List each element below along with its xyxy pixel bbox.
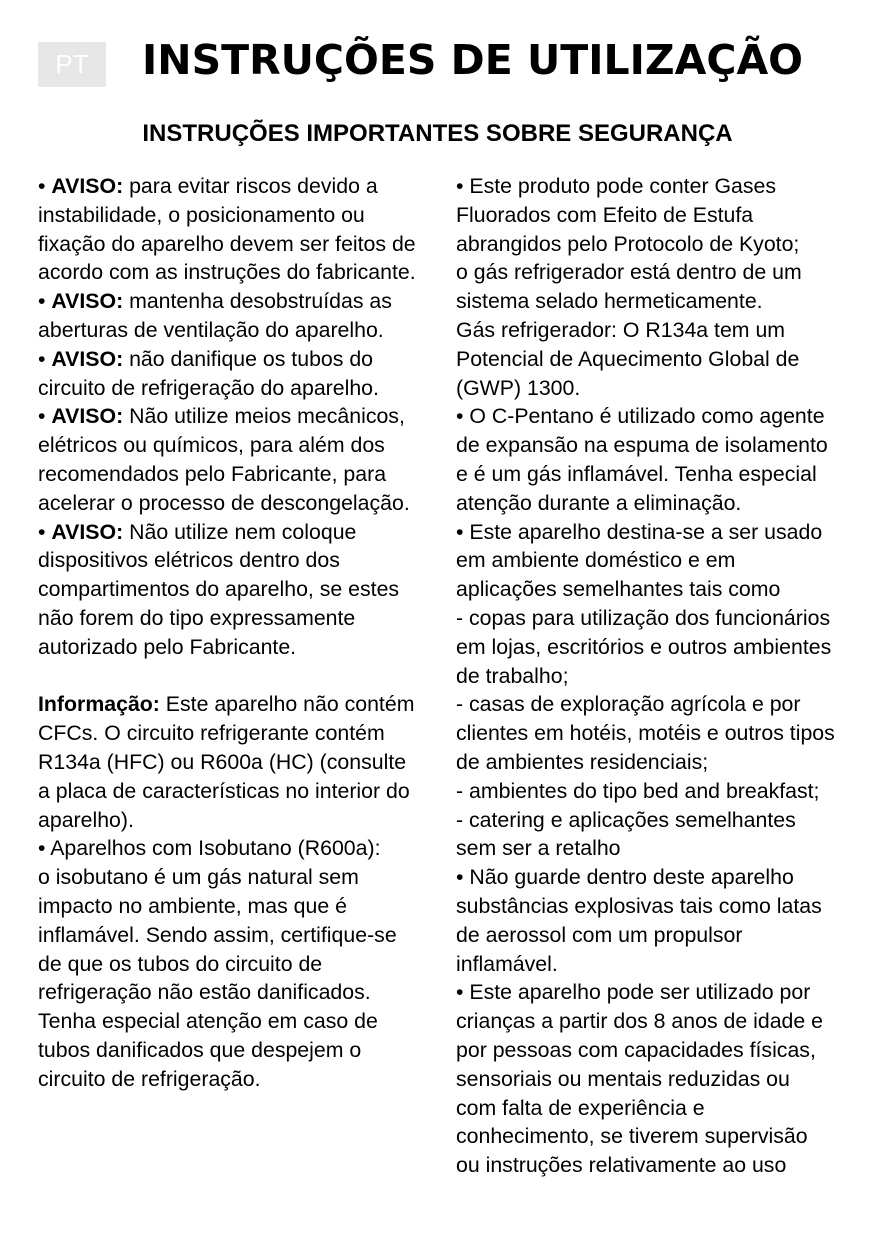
language-badge: PT (38, 42, 106, 87)
text-line: • Este aparelho pode ser utilizado por (456, 980, 811, 1005)
text-line: de aerossol com um propulsor (456, 922, 743, 947)
warning-label: AVISO: (51, 174, 124, 198)
text-line: em lojas, escritórios e outros ambientes (456, 634, 832, 659)
text-line: de trabalho; (456, 663, 569, 688)
text-line: - ambientes do tipo bed and breakfast; (456, 778, 820, 803)
warning-line: acordo com as instruções do fabricante. (38, 260, 416, 285)
warning-line: fixação do aparelho devem ser feitos de (38, 231, 416, 256)
warning-line: circuito de refrigeração do aparelho. (38, 375, 379, 400)
warning-line: aberturas de ventilação do aparelho. (38, 317, 384, 342)
text-line: (GWP) 1300. (456, 375, 581, 400)
text-line: substâncias explosivas tais como latas (456, 893, 822, 918)
warning-line: não forem do tipo expressamente (38, 605, 356, 630)
info-line: Informação: Este aparelho não contém (38, 692, 415, 717)
warning-line: • AVISO: não danifique os tubos do (38, 346, 374, 371)
text-line: ou instruções relativamente ao uso (456, 1153, 787, 1178)
text-line: abrangidos pelo Protocolo de Kyoto; (456, 231, 800, 256)
text-line: inflamável. (456, 951, 558, 976)
isobutane-line: impacto no ambiente, mas que é (38, 893, 347, 918)
page-title: INSTRUÇÕES DE UTILIZAÇÃO (142, 36, 804, 84)
isobutane-line: tubos danificados que despejem o (38, 1037, 362, 1062)
text-line: conhecimento, se tiverem supervisão (456, 1124, 808, 1149)
isobutane-line: • Aparelhos com Isobutano (R600a): (38, 836, 381, 861)
text-line: • O C-Pentano é utilizado como agente (456, 404, 825, 429)
info-line: R134a (HFC) ou R600a (HC) (consulte (38, 749, 407, 774)
left-column (38, 172, 443, 1094)
warning-line: compartimentos do aparelho, se estes (38, 577, 400, 602)
text-line: Gás refrigerador: O R134a tem um (456, 317, 786, 342)
warning-line: autorizado pelo Fabricante. (38, 634, 297, 659)
text-line: por pessoas com capacidades físicas, (456, 1037, 816, 1062)
info-line: CFCs. O circuito refrigerante contém (38, 721, 385, 746)
info-line: a placa de características no interior do (38, 778, 410, 803)
info-line: aparelho). (38, 807, 134, 832)
warning-label: AVISO: (51, 519, 124, 544)
warning-label: AVISO: (51, 289, 124, 314)
text-line: clientes em hotéis, motéis e outros tipos (456, 721, 835, 746)
text-line: • Este produto pode conter Gases (456, 174, 777, 198)
warning-line: dispositivos elétricos dentro dos (38, 548, 340, 573)
warning-line: elétricos ou químicos, para além dos (38, 433, 385, 458)
text-line: sistema selado hermeticamente. (456, 289, 763, 314)
isobutane-line: o isobutano é um gás natural sem (38, 865, 359, 890)
text-line: Fluorados com Efeito de Estufa (456, 202, 754, 227)
text-line: sem ser a retalho (456, 836, 621, 861)
warning-label: AVISO: (51, 404, 124, 429)
text-line: • Este aparelho destina-se a ser usado (456, 519, 823, 544)
text-line: atenção durante a eliminação. (456, 490, 742, 515)
text-line: e é um gás inflamável. Tenha especial (456, 461, 817, 486)
text-line: - copas para utilização dos funcionários (456, 605, 831, 630)
isobutane-line: inflamável. Sendo assim, certifique-se (38, 922, 397, 947)
text-line: crianças a partir dos 8 anos de idade e (456, 1009, 824, 1034)
text-line: de expansão na espuma de isolamento (456, 433, 828, 458)
paragraph-spacer (38, 662, 443, 691)
text-line: o gás refrigerador está dentro de um (456, 260, 802, 285)
warning-line: • AVISO: Não utilize nem coloque (38, 519, 357, 544)
warning-line: recomendados pelo Fabricante, para (38, 461, 387, 486)
warning-label: AVISO: (51, 346, 124, 371)
warning-line: • AVISO: mantenha desobstruídas as (38, 289, 392, 314)
text-line: • Não guarde dentro deste aparelho (456, 865, 794, 890)
warning-line: acelerar o processo de descongelação. (38, 490, 410, 515)
text-line: - casas de exploração agrícola e por (456, 692, 801, 717)
text-line: em ambiente doméstico e em (456, 548, 736, 573)
isobutane-line: Tenha especial atenção em caso de (38, 1009, 378, 1034)
text-line: de ambientes residenciais; (456, 749, 709, 774)
warning-line: • AVISO: para evitar riscos devido a (38, 174, 378, 198)
isobutane-line: refrigeração não estão danificados. (38, 980, 371, 1005)
info-label: Informação: (38, 692, 160, 717)
isobutane-line: de que os tubos do circuito de (38, 951, 323, 976)
text-line: com falta de experiência e (456, 1095, 705, 1120)
isobutane-line: circuito de refrigeração. (38, 1066, 261, 1091)
text-line: - catering e aplicações semelhantes (456, 807, 796, 832)
text-line: sensoriais ou mentais reduzidas ou (456, 1066, 790, 1091)
text-line: Potencial de Aquecimento Global de (456, 346, 800, 371)
warning-line: instabilidade, o posicionamento ou (38, 202, 365, 227)
right-column (456, 172, 866, 1180)
section-title: INSTRUÇÕES IMPORTANTES SOBRE SEGURANÇA (142, 120, 733, 147)
text-line: aplicações semelhantes tais como (456, 577, 781, 602)
warning-line: • AVISO: Não utilize meios mecânicos, (38, 404, 405, 429)
